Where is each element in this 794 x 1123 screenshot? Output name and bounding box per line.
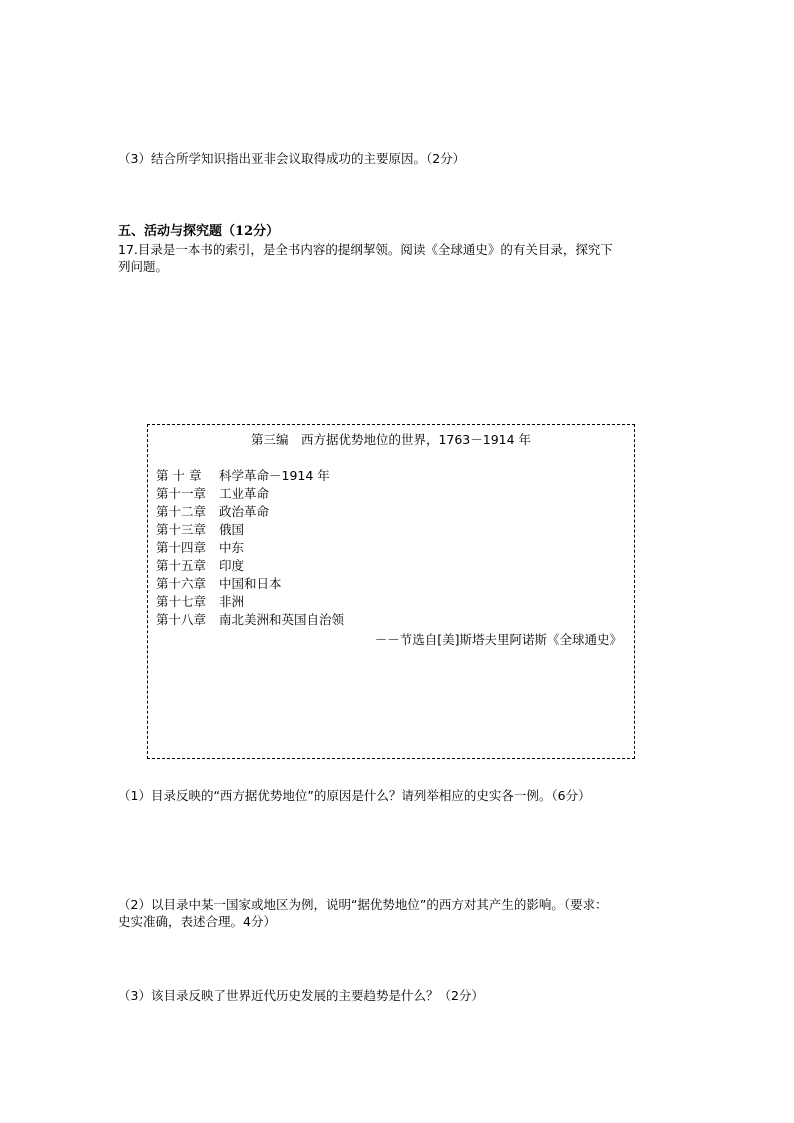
question-17-text-line2: 列问题。	[118, 259, 169, 274]
chapter-item	[156, 467, 344, 485]
table-of-contents-box	[147, 424, 635, 759]
chapter-name: 俄国	[219, 522, 245, 537]
chapter-number: 第十三章	[156, 522, 207, 537]
chapter-number: 第十五章	[156, 558, 207, 573]
chapter-name: 政治革命	[219, 504, 270, 519]
chapter-item	[156, 557, 344, 575]
chapter-item	[156, 503, 344, 521]
chapter-name: 中东	[219, 540, 245, 555]
chapter-name: 科学革命－1914 年	[219, 468, 330, 483]
chapter-item	[156, 593, 344, 611]
chapter-number: 第十一章	[156, 486, 207, 501]
sub-question-3: （3）该目录反映了世界近代历史发展的主要趋势是什么？（2分）	[118, 988, 484, 1003]
section-heading: 五、活动与探究题（12分）	[118, 224, 280, 239]
chapter-name: 印度	[219, 558, 245, 573]
chapter-item	[156, 575, 344, 593]
chapter-name: 工业革命	[219, 486, 270, 501]
chapter-number: 第十七章	[156, 594, 207, 609]
chapter-item	[156, 485, 344, 503]
sub-question-2-line1: （2）以目录中某一国家或地区为例，说明“据优势地位”的西方对其产生的影响。（要求：	[118, 897, 608, 912]
toc-source: －－节选自[美]斯塔夫里阿诺斯《全球通史》	[374, 632, 622, 647]
chapter-name: 中国和日本	[219, 576, 282, 591]
question-17-text-line1: 17.目录是一本书的索引，是全书内容的提纲挈领。阅读《全球通史》的有关目录，探究下	[118, 242, 613, 257]
chapter-number: 第 十 章	[156, 468, 202, 483]
sub-question-2-line2: 史实准确，表述合理。4分）	[118, 914, 276, 929]
question-3-prev: （3）结合所学知识指出亚非会议取得成功的主要原因。（2分）	[118, 151, 466, 166]
chapter-item	[156, 611, 344, 629]
chapter-number: 第十六章	[156, 576, 207, 591]
chapter-item	[156, 539, 344, 557]
chapter-item	[156, 521, 344, 539]
chapter-number: 第十二章	[156, 504, 207, 519]
chapter-name: 非洲	[219, 594, 245, 609]
chapter-name: 南北美洲和英国自治领	[219, 612, 345, 627]
chapter-number: 第十四章	[156, 540, 207, 555]
toc-title: 第三编 西方据优势地位的世界，1763－1914 年	[250, 432, 532, 447]
sub-question-1: （1）目录反映的“西方据优势地位”的原因是什么？请列举相应的史实各一例。（6分）	[118, 788, 591, 803]
chapter-number: 第十八章	[156, 612, 207, 627]
chapter-list	[156, 467, 344, 629]
